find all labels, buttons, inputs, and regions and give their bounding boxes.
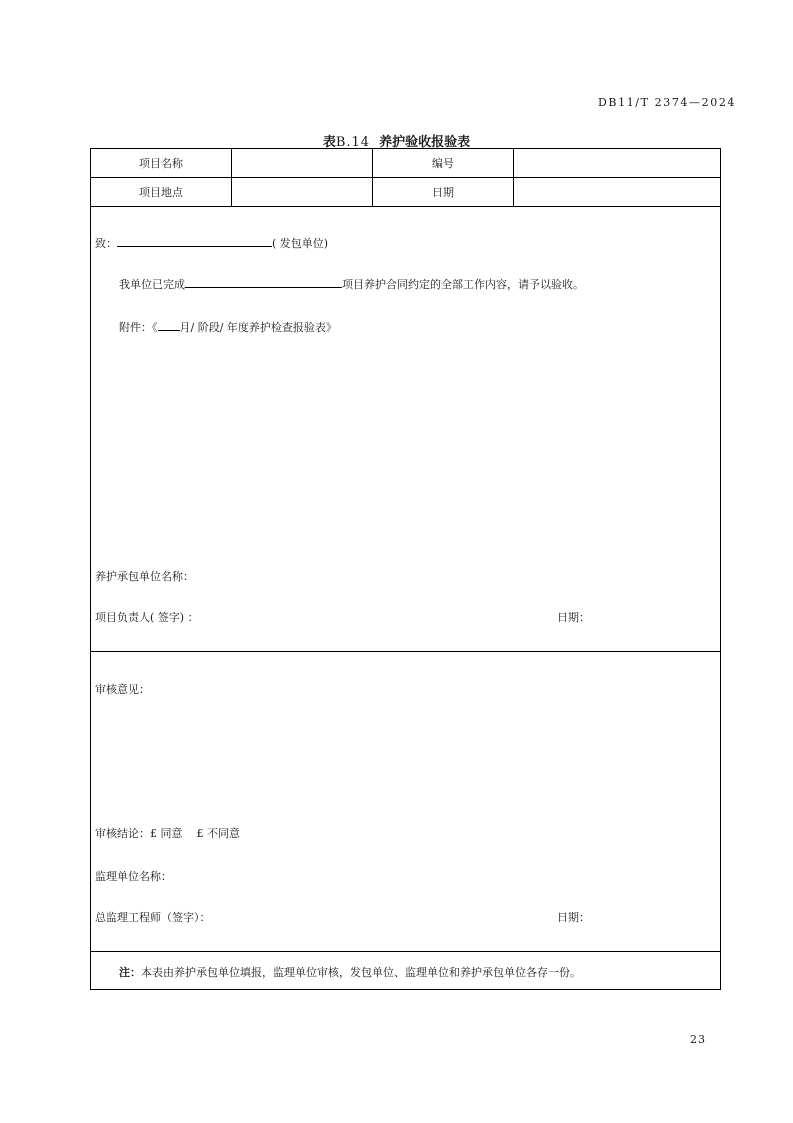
to-label: 致： bbox=[95, 237, 117, 250]
page-number: 23 bbox=[690, 1033, 706, 1046]
number-label: 编号 bbox=[432, 157, 454, 170]
completed-suffix: 项目养护合同约定的全部工作内容，请予以验收。 bbox=[342, 278, 584, 291]
disagree-checkbox[interactable]: £ 不同意 bbox=[196, 827, 240, 840]
column-divider bbox=[513, 148, 514, 207]
note bbox=[119, 964, 581, 980]
attachment-prefix: 附件：《 bbox=[119, 321, 158, 334]
project-location-label: 项目地点 bbox=[139, 186, 183, 199]
section-divider bbox=[90, 951, 721, 952]
pm-signature-label: 项目负责人( 签字) ： bbox=[95, 611, 199, 624]
agree-checkbox[interactable]: £ 同意 bbox=[150, 827, 183, 840]
row-divider bbox=[90, 206, 721, 207]
review-conclusion bbox=[95, 825, 240, 841]
conclusion-label: 审核结论： bbox=[95, 827, 150, 840]
to-line bbox=[95, 235, 328, 251]
note-label: 注： bbox=[119, 966, 141, 979]
title-code: B.14 bbox=[335, 135, 371, 150]
supervisor-unit-label: 监理单位名称： bbox=[95, 870, 172, 883]
application-date-label: 日期： bbox=[557, 611, 590, 624]
section-divider bbox=[90, 651, 721, 652]
row-divider bbox=[90, 177, 721, 178]
chief-engineer-signature-label: 总监理工程师（签字）： bbox=[95, 911, 211, 924]
standard-code: DB11/T 2374—2024 bbox=[598, 96, 737, 109]
title-name: 养护验收报验表 bbox=[379, 135, 471, 150]
title-prefix: 表 bbox=[322, 135, 336, 150]
column-divider bbox=[231, 148, 232, 207]
employer-blank[interactable] bbox=[117, 236, 272, 247]
note-text: 本表由养护承包单位填报，监理单位审核，发包单位、监理单位和养护承包单位各存一份。 bbox=[141, 966, 581, 979]
project-blank[interactable] bbox=[185, 277, 342, 288]
attachment-suffix: 月/ 阶段/ 年度养护检查报验表》 bbox=[179, 321, 337, 334]
to-suffix: ( 发包单位) bbox=[272, 237, 329, 250]
contractor-label: 养护承包单位名称： bbox=[95, 570, 194, 583]
completed-prefix: 我单位已完成 bbox=[119, 278, 185, 291]
project-name-label: 项目名称 bbox=[139, 157, 183, 170]
completed-line bbox=[119, 276, 584, 292]
review-date-label: 日期： bbox=[557, 911, 590, 924]
date-label: 日期 bbox=[432, 186, 454, 199]
period-blank[interactable] bbox=[158, 320, 180, 331]
attachment-line bbox=[119, 319, 337, 335]
review-opinion-label: 审核意见： bbox=[95, 683, 150, 696]
